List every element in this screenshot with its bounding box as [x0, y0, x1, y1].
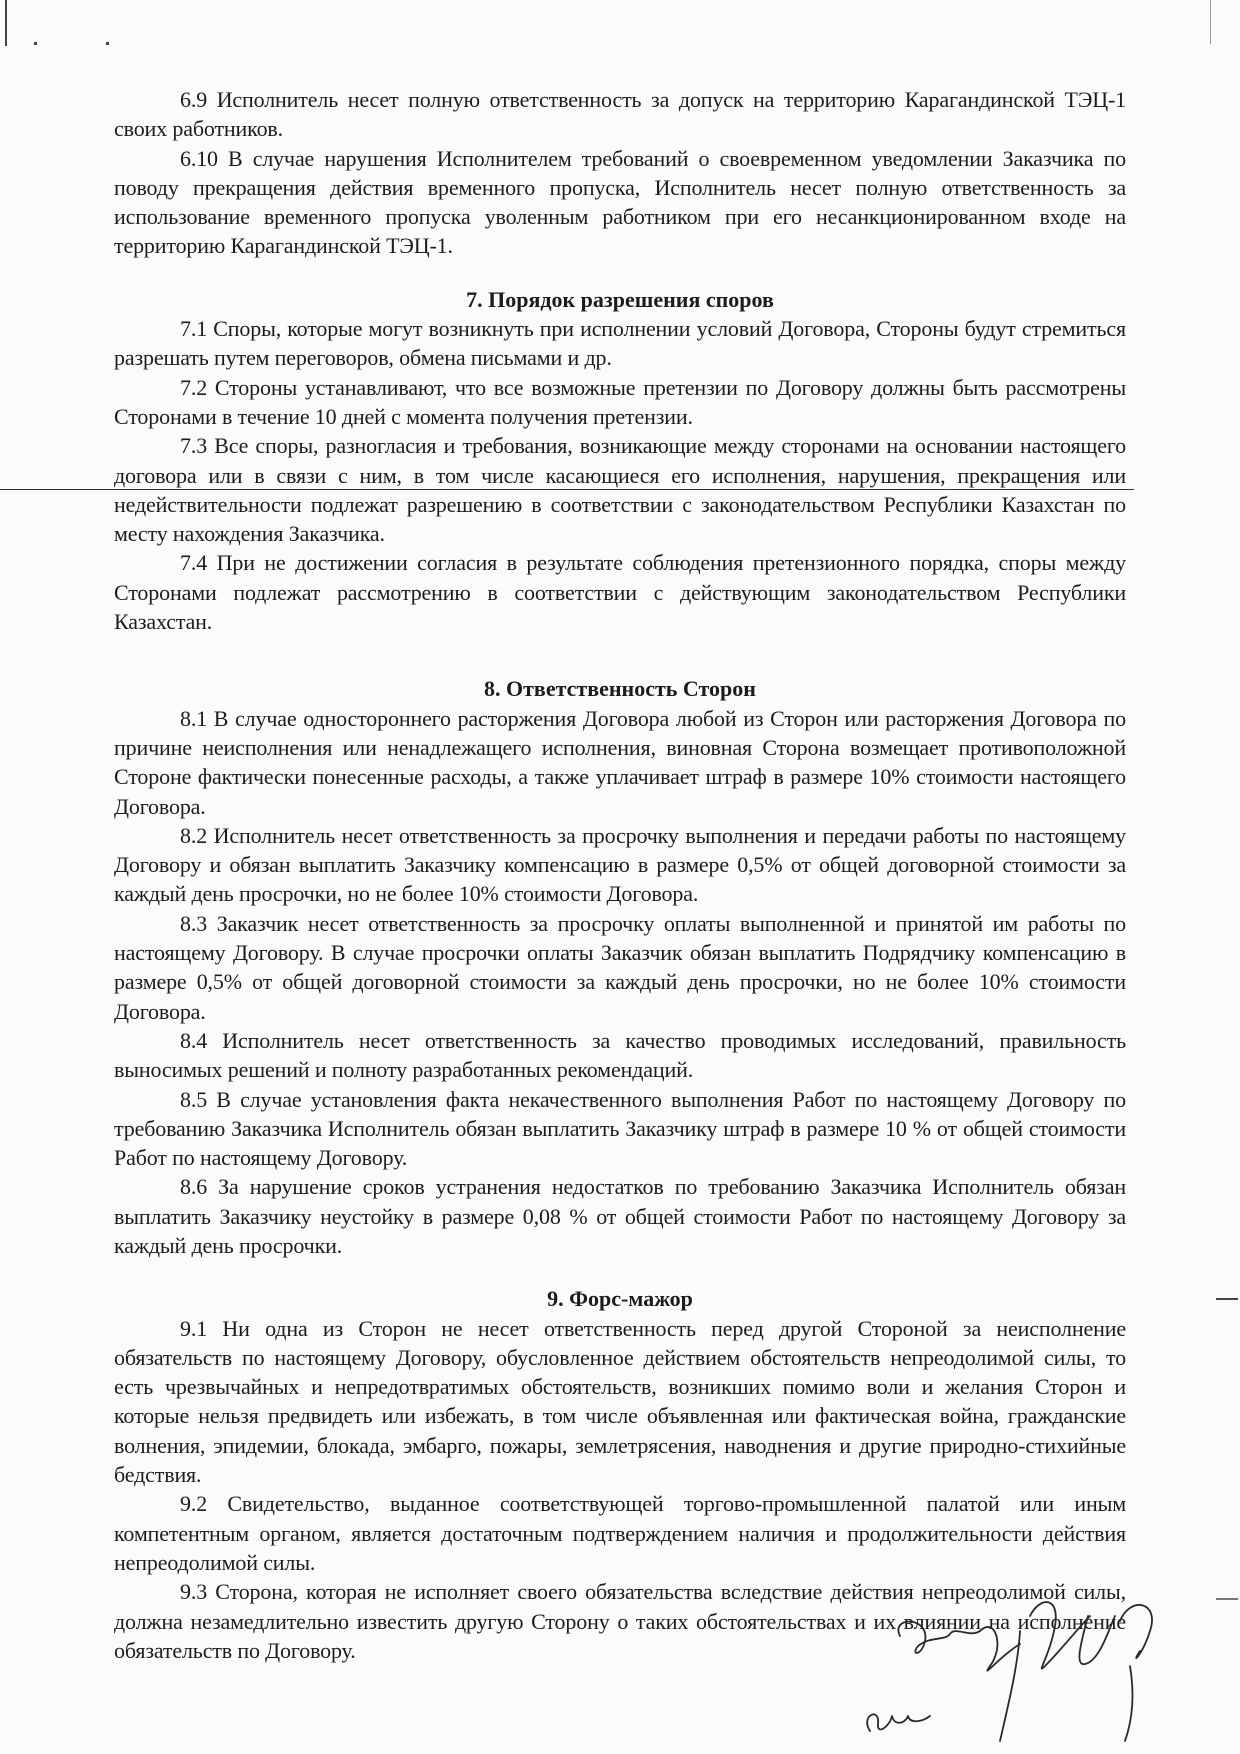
paragraph-8-2: 8.2 Исполнитель несет ответственность за просрочку выполнения и передачи работы по настоящему Договору и обязан выплатить Заказчику компенсацию в размере 0,5% от общей договорной стоимости за каждый день просрочки, но не более 10% стоимости Договора. — [114, 822, 1126, 907]
scan-artifact-mark — [1216, 1598, 1238, 1600]
section-8-title: 8. Ответственность Сторон — [484, 676, 756, 702]
scan-artifact-mark — [1216, 1298, 1238, 1300]
paragraph-9-1: 9.1 Ни одна из Сторон не несет ответственность перед другой Стороной за неисполнение обязательств по настоящему Договору, обусловленное действием обстоятельств непреодолимой силы, то есть чрезвычайных и непредотвратимых обстоятельств, возникших помимо воли и желания Сторон и которые нельзя предвидеть или избежать, в том числе объявленная или фактическая война, гражданские волнения, эпидемии, блокада, эмбарго, пожары, землетрясения, наводнения и другие природно-стихийные бедствия. — [114, 1315, 1126, 1488]
paragraph-7-3: 7.3 Все споры, разногласия и требования, возникающие между сторонами на основании настоящего договора или в связи с ним, в том числе касающиеся его исполнения, нарушения, прекращения или недействительности подлежат разрешению в соответствии с законодательством Республики Казахстан по месту нахождения Заказчика. — [114, 433, 1126, 547]
paragraph-8-1: 8.1 В случае одностороннего расторжения Договора любой из Сторон или расторжения Договора по причине неисполнения или ненадлежащего исполнения, виновная Сторона возмещает противоположной Стороне фактически понесенные расходы, а также уплачивает штраф в размере 10% стоимости настоящего Договора. — [114, 705, 1126, 819]
paragraph-8-3: 8.3 Заказчик несет ответственность за просрочку оплаты выполненной и принятой им работы по настоящему Договору. В случае просрочки оплаты Заказчик обязан выплатить Подрядчику компенсацию в размере 0,5% от общей договорной стоимости за каждый день просрочки, но не более 10% стоимости Договора. — [114, 910, 1126, 1024]
paragraph-9-2: 9.2 Свидетельство, выданное соответствующей торгово-промышленной палатой или иным компетентным органом, является достаточным подтверждением наличия и продолжительности действия непреодолимой силы. — [114, 1491, 1126, 1575]
paragraph-7-2: 7.2 Стороны устанавливают, что все возможные претензии по Договору должны быть рассмотрены Сторонами в течение 10 дней с момента получения претензии. — [114, 374, 1126, 429]
document-body — [114, 85, 1126, 1665]
paragraph-8-6: 8.6 За нарушение сроков устранения недостатков по требованию Заказчика Исполнитель обязан выплатить Заказчику неустойку в размере 0,08 % от общей стоимости Работ по настоящему Договору за каждый день просрочки. — [114, 1174, 1126, 1258]
section-7-title: 7. Порядок разрешения споров — [466, 286, 774, 312]
section-9-title: 9. Форс-мажор — [547, 1286, 693, 1312]
paragraph-7-4: 7.4 При не достижении согласия в результате соблюдения претензионного порядка, споры между Сторонами подлежат рассмотрению в соответствии с действующим законодательством Республики Казахстан. — [114, 550, 1126, 635]
paragraph-8-4: 8.4 Исполнитель несет ответственность за качество проводимых исследований, правильность выносимых решений и полноту разработанных рекомендаций. — [114, 1027, 1126, 1083]
scan-artifact-dot — [34, 42, 37, 45]
paragraph-6-9: 6.9 Исполнитель несет полную ответственность за допуск на территорию Карагандинской ТЭЦ-1 своих работников. — [114, 87, 1126, 142]
scan-artifact-dot — [106, 42, 109, 45]
scan-artifact-mark — [1210, 0, 1211, 44]
handwritten-signature — [830, 1556, 1170, 1746]
paragraph-7-1: 7.1 Споры, которые могут возникнуть при исполнении условий Договора, Стороны будут стремиться разрешать путем переговоров, обмена письмами и др. — [114, 316, 1126, 371]
paragraph-6-10: 6.10 В случае нарушения Исполнителем требований о своевременном уведомлении Заказчика по поводу прекращения действия временного пропуска, Исполнитель несет полную ответственность за использование временного пропуска уволенным работником при его несанкционированном входе на территорию Карагандинской ТЭЦ-1. — [114, 145, 1126, 259]
paragraph-8-5: 8.5 В случае установления факта некачественного выполнения Работ по настоящему Договору по требованию Заказчика Исполнитель обязан выплатить Заказчику штраф в размере 10 % от общей стоимости Работ по настоящему Договору. — [114, 1086, 1126, 1171]
paragraph-9-3: 9.3 Сторона, которая не исполняет своего обязательства вследствие действия непреодолимой силы, должна незамедлительно известить другую Сторону о таких обстоятельствах и их влиянии на исполнение обязательств по Договору. — [114, 1579, 1126, 1663]
scan-artifact-mark — [5, 0, 7, 46]
scan-artifact-line — [0, 489, 1134, 490]
